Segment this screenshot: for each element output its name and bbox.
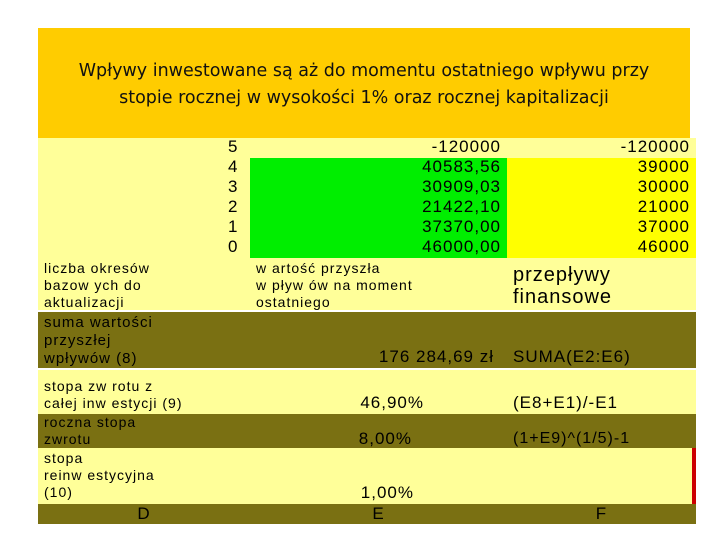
title-line-2: stopie rocznej w wysokości 1% oraz rocznej kapitalizacji (119, 88, 609, 108)
period-index: 5 (38, 138, 250, 158)
reinvest-label (38, 450, 250, 504)
cash-flow: 46000 (507, 238, 696, 258)
header-line: bazow ych do (44, 277, 142, 293)
return-formula: (E8+E1)/-E1 (513, 394, 619, 412)
header-line: aktualizacji (44, 294, 125, 310)
label-line: roczna stopa (44, 414, 137, 430)
cash-flow: 39000 (507, 158, 696, 178)
header-line: w pływ ów na moment (256, 277, 413, 293)
cash-flow: -120000 (507, 138, 696, 158)
label-line: wpływów (8) (44, 350, 138, 367)
label-line: reinw estycyjna (44, 467, 155, 483)
sum-value: 176 284,69 zł (378, 348, 494, 366)
future-value: 30909,03 (250, 178, 507, 198)
title-line-1: Wpływy inwestowane są aż do momentu ostatniego wpływu przy (78, 61, 650, 81)
label-line: suma wartości (44, 314, 153, 331)
cash-flow: 30000 (507, 178, 696, 198)
future-value: 46000,00 (250, 238, 507, 258)
future-value: 21422,10 (250, 198, 507, 218)
label-line: zwrotu (44, 431, 92, 447)
label-line: (10) (44, 484, 73, 500)
header-line: w artość przyszła (256, 260, 381, 276)
spreadsheet (38, 138, 696, 524)
annual-formula: (1+E9)^(1/5)-1 (513, 430, 631, 447)
period-index: 2 (38, 198, 250, 218)
future-value: -120000 (250, 138, 507, 158)
annual-value: 8,00% (358, 430, 412, 448)
label-line: przyszłej (44, 332, 112, 349)
future-value: 37370,00 (250, 218, 507, 238)
header-cash-flows (507, 258, 696, 310)
period-index: 1 (38, 218, 250, 238)
label-line: stopa zw rotu z (44, 378, 154, 394)
period-index: 0 (38, 238, 250, 258)
cash-flow: 21000 (507, 198, 696, 218)
slide-title (38, 28, 690, 138)
label-line: stopa (44, 450, 84, 466)
header-line: ostatniego (256, 294, 331, 310)
return-label (38, 378, 250, 414)
label-line: całej inw estycji (9) (44, 395, 183, 411)
header-periods (38, 258, 250, 310)
future-value: 40583,56 (250, 158, 507, 178)
column-letter-f: F (595, 504, 608, 523)
header-line: przepływy (513, 264, 611, 286)
period-index: 3 (38, 178, 250, 198)
cash-flow: 37000 (507, 218, 696, 238)
column-letter-e: E (372, 504, 385, 523)
column-letter-d: D (137, 504, 151, 523)
reinvest-value: 1,00% (360, 484, 414, 502)
header-future-value (250, 258, 507, 310)
return-value: 46,90% (360, 394, 424, 412)
period-index: 4 (38, 158, 250, 178)
header-line: finansowe (513, 286, 613, 308)
annual-label (38, 414, 250, 448)
sum-formula: SUMA(E2:E6) (513, 348, 631, 366)
sum-label (38, 312, 228, 368)
header-line: liczba okresów (44, 260, 150, 276)
